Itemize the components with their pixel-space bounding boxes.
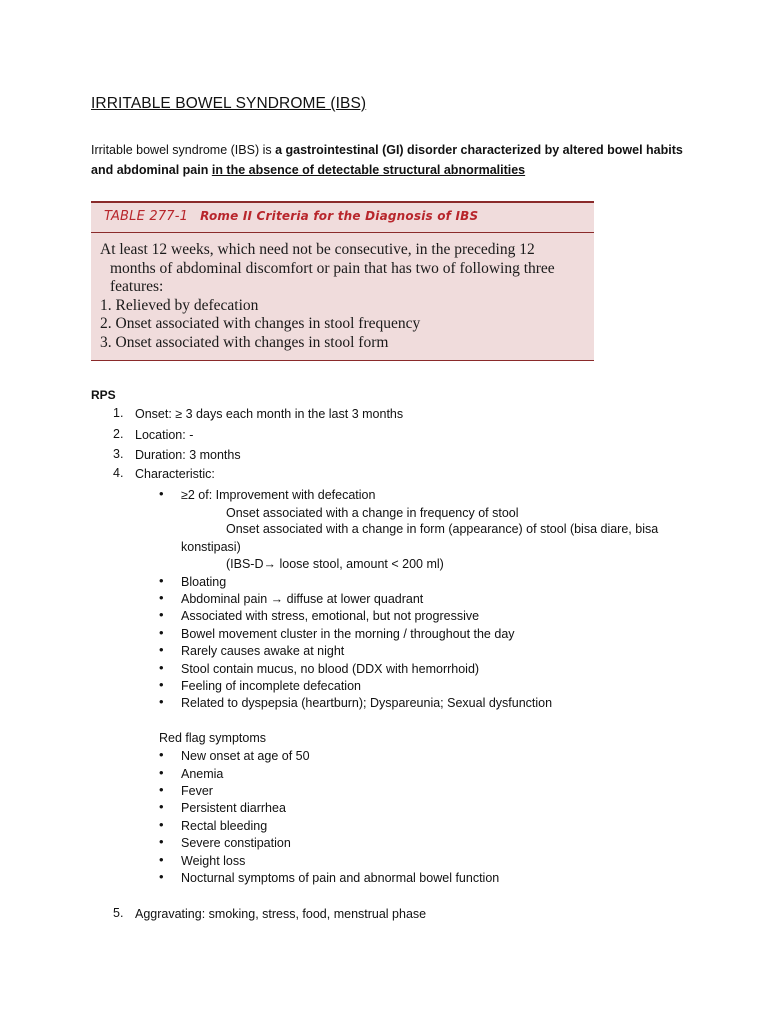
list-number: 1. (113, 406, 124, 420)
red-flag-heading: Red flag symptoms (159, 731, 266, 745)
rome-criteria-table (91, 201, 594, 361)
table-caption-rule (91, 232, 594, 233)
intro-bold-1: a gastrointestinal (GI) disorder characterized by altered bowel habits (275, 143, 683, 157)
bullet-icon: • (159, 607, 164, 622)
list-item: ≥2 of: Improvement with defecation (181, 488, 376, 502)
bullet-icon: • (159, 694, 164, 709)
bullet-icon: • (159, 677, 164, 692)
list-item: Fever (181, 784, 213, 798)
list-number: 4. (113, 466, 124, 480)
list-item: Bowel movement cluster in the morning / throughout the day (181, 627, 515, 641)
list-item: New onset at age of 50 (181, 749, 310, 763)
bullet-icon: • (159, 817, 164, 832)
bullet-icon: • (159, 486, 164, 501)
intro-line-1 (91, 140, 683, 160)
intro-line-2 (91, 160, 525, 180)
table-caption (104, 209, 478, 224)
bullet-icon: • (159, 765, 164, 780)
table-number: TABLE 277-1 (104, 209, 189, 224)
table-line: features: (110, 278, 164, 295)
list-item: Associated with stress, emotional, but not progressive (181, 609, 480, 623)
intro-plain: Irritable bowel syndrome (IBS) is (91, 143, 276, 157)
rps-heading: RPS (91, 388, 116, 402)
bullet-icon: • (159, 642, 164, 657)
bullet-icon: • (159, 782, 164, 797)
list-item: Abdominal pain → diffuse at lower quadrant (181, 592, 424, 606)
list-number: 3. (113, 447, 124, 461)
list-item: Onset associated with a change in frequency of stool (226, 506, 519, 520)
bullet-icon: • (159, 573, 164, 588)
list-item: Rectal bleeding (181, 819, 268, 833)
list-item: Stool contain mucus, no blood (DDX with hemorrhoid) (181, 662, 480, 676)
table-body (100, 241, 555, 352)
list-item: Aggravating: smoking, stress, food, menstrual phase (135, 907, 427, 921)
bullet-icon: • (159, 869, 164, 884)
bullet-icon: • (159, 799, 164, 814)
bullet-icon: • (159, 852, 164, 867)
table-top-rule (91, 201, 594, 203)
table-line: 2. Onset associated with changes in stool frequency (100, 315, 421, 332)
table-line: At least 12 weeks, which need not be consecutive, in the preceding 12 (100, 241, 535, 258)
list-item: Persistent diarrhea (181, 801, 286, 815)
intro-bold-2: and abdominal pain (91, 163, 212, 177)
list-item: Onset associated with a change in form (appearance) of stool (bisa diare, bisa (226, 522, 659, 536)
list-item: Onset: ≥ 3 days each month in the last 3 months (135, 407, 404, 421)
table-bottom-rule (91, 360, 594, 362)
list-item: Rarely causes awake at night (181, 644, 345, 658)
list-item: Severe constipation (181, 836, 291, 850)
list-item: Feeling of incomplete defecation (181, 679, 361, 693)
table-line: 3. Onset associated with changes in stool form (100, 333, 389, 351)
bullet-icon: • (159, 625, 164, 640)
bullet-icon: • (159, 660, 164, 675)
table-caption-title: Rome II Criteria for the Diagnosis of IBS (200, 209, 479, 223)
list-item: Location: - (135, 428, 194, 442)
list-item: Bloating (181, 575, 227, 589)
table-line: months of abdominal discomfort or pain that has two of following three (110, 259, 555, 277)
list-item: Duration: 3 months (135, 448, 241, 462)
list-item: Characteristic: (135, 467, 215, 481)
list-item: Related to dyspepsia (heartburn); Dyspareunia; Sexual dysfunction (181, 696, 553, 710)
table-line: 1. Relieved by defecation (100, 296, 259, 314)
list-item: konstipasi) (181, 540, 241, 554)
list-number: 5. (113, 906, 124, 920)
page-title: IRRITABLE BOWEL SYNDROME (IBS) (91, 95, 367, 112)
list-item: Nocturnal symptoms of pain and abnormal bowel function (181, 871, 500, 885)
list-item: Weight loss (181, 854, 246, 868)
list-item: Anemia (181, 767, 224, 781)
bullet-icon: • (159, 590, 164, 605)
bullet-icon: • (159, 747, 164, 762)
intro-bold-underline: in the absence of detectable structural abnormalities (211, 163, 526, 177)
list-item: (IBS-D→ loose stool, amount < 200 ml) (226, 557, 444, 571)
bullet-icon: • (159, 834, 164, 849)
list-number: 2. (113, 427, 124, 441)
